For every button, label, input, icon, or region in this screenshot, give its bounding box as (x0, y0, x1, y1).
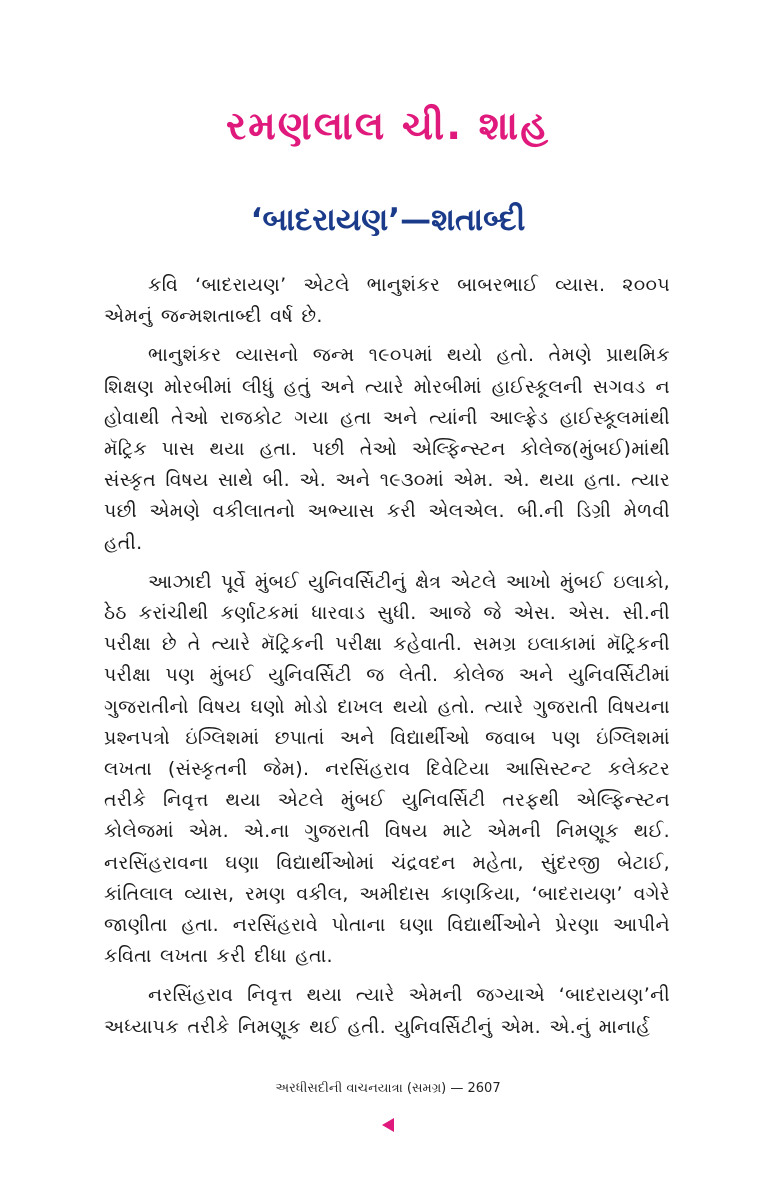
article-title: ‘બાદરાયણ’—શતાબ્દી (250, 202, 526, 238)
paragraph: કવિ ‘બાદરાયણ’ એટલે ભાનુશંકર બાબરભાઈ વ્યાસ. ૨૦૦૫ એમનું જન્મશતાબ્દી વર્ષ છે. (104, 274, 670, 328)
author-name: રમણલાલ ચી. શાહ (226, 104, 550, 149)
page-footer: અરધીસદીની વાચનયાત્રા (સમગ્ર) — 2607 (275, 1081, 501, 1096)
paragraph: આઝાદી પૂર્વે મુંબઈ યુનિવર્સિટીનું ક્ષેત્ર એટલે આખો મુંબઈ ઇલાકો, ઠેઠ કરાંચીથી કર્ણાટકમાં ધારવાડ સુધી. આજે જે એસ. એસ. સી.ની પરીક્ષા છે તે ત્યારે મૅટ્રિકની પરીક્ષા કહેવાતી. સમગ્ર ઇલાકામાં મૅટ્રિકની પરીક્ષા પણ મુંબઈ યુનિવર્સિટી જ લેતી. કોલેજ અને યુનિવર્સિટીમાં ગુજરાતીનો વિષય ઘણો મોડો દાખલ થયો હતો. ત્યારે ગુજરાતી વિષયના પ્રશ્નપત્રો ઇંગ્લિશમાં છપાતાં અને વિદ્યાર્થીઓ જવાબ પણ ઇંગ્લિશમાં લખતા (સંસ્કૃતની જેમ). નરસિંહરાવ દિવેટિયા આસિસ્ટન્ટ કલેક્ટર તરીકે નિવૃત્ત થયા એટલે મુંબઈ યુનિવર્સિટી તરફથી એલ્ફિન્સ્ટન કોલેજમાં એમ. એ.ના ગુજરાતી વિષય માટે એમની નિમણૂક થઈ. નરસિંહરાવના ઘણા વિદ્યાર્થીઓમાં ચંદ્રવદન મહેતા, સુંદરજી બેટાઈ, કાંતિલાલ વ્યાસ, રમણ વકીલ, અમીદાસ કાણકિયા, ‘બાદરાયણ’ વગેરે જાણીતા હતા. નરસિંહરાવે પોતાના ઘણા વિદ્યાર્થીઓને પ્રેરણા આપીને કવિતા લખતા કરી દીધા હતા. (104, 570, 670, 968)
previous-page-triangle-left-icon[interactable] (382, 1118, 394, 1132)
paragraph: ભાનુશંકર વ્યાસનો જન્મ ૧૯૦૫માં થયો હતો. તેમણે પ્રાથમિક શિક્ષણ મોરબીમાં લીધું હતું અને ત્યારે મોરબીમાં હાઈસ્કૂલની સગવડ ન હોવાથી તેઓ રાજકોટ ગયા હતા અને ત્યાંની આલ્ફ્રેડ હાઈસ્કૂલમાંથી મૅટ્રિક પાસ થયા હતા. પછી તેઓ એલ્ફિન્સ્ટન કોલેજ(મુંબઈ)માંથી સંસ્કૃત વિષય સાથે બી. એ. અને ૧૯૩૦માં એમ. એ. થયા હતા. ત્યાર પછી એમણે વકીલાતનો અભ્યાસ કરી એલએલ. બી.ની ડિગ્રી મેળવી હતી. (104, 344, 670, 554)
article-body (104, 270, 670, 1051)
paragraph: નરસિંહરાવ નિવૃત્ત થયા ત્યારે એમની જગ્યાએ ‘બાદરાયણ’ની અધ્યાપક તરીકે નિમણૂક થઈ હતી. યુનિવર્સિટીનું એમ. એ.નું માનાર્હ (104, 984, 670, 1038)
